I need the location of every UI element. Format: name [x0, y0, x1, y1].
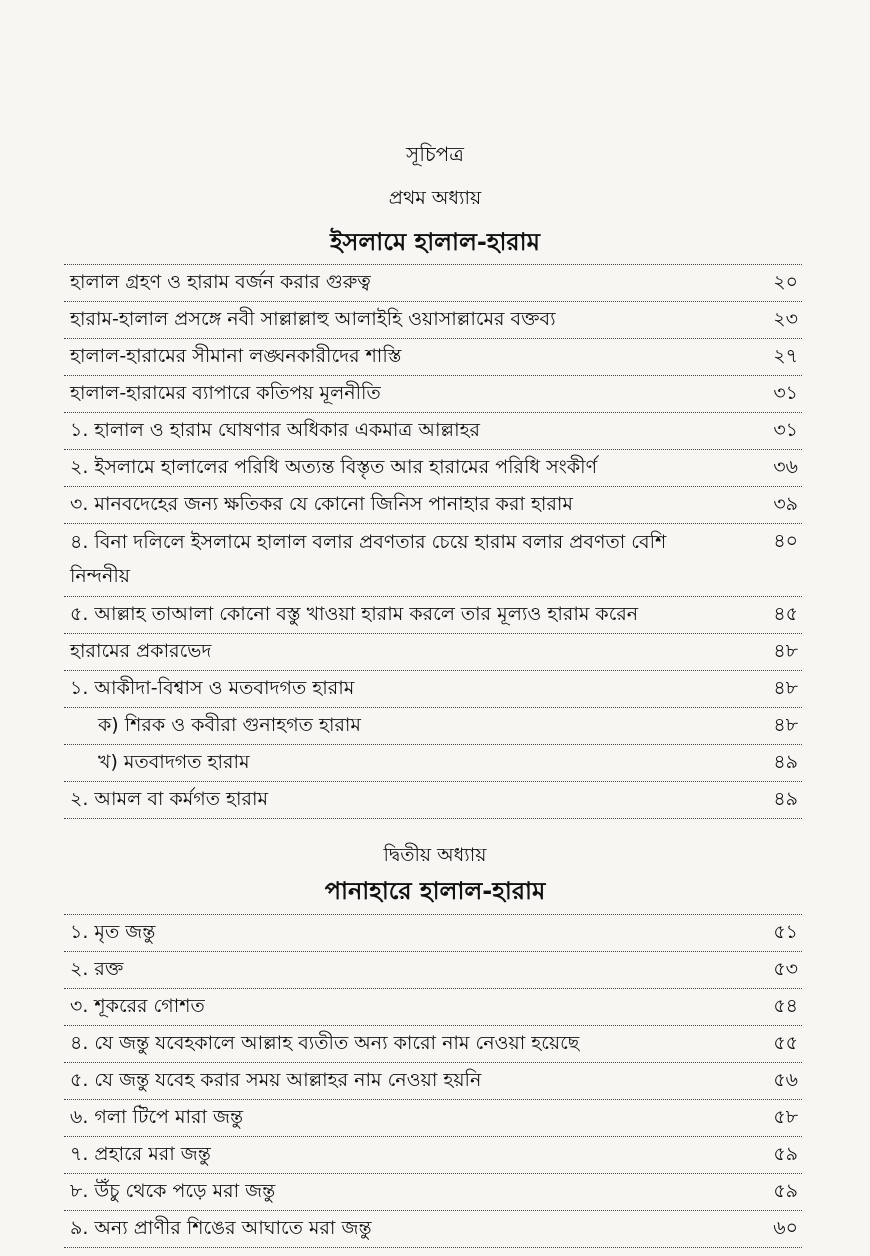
toc-entry-page: ৪৮ — [773, 714, 798, 736]
toc-entry-page: ২৩ — [773, 308, 798, 330]
toc-entry-page: ৬০ — [773, 1217, 798, 1239]
toc-entry-page: ৩১ — [773, 382, 798, 404]
chapter-1-label: প্রথম অধ্যায় — [388, 187, 482, 209]
toc-entry-text: ৩. শূকরের গোশত — [70, 995, 205, 1017]
toc-entry-page: ৫৪ — [773, 995, 798, 1017]
toc-entry-text: ৪. বিনা দলিলে ইসলামে হালাল বলার প্রবণতার চেয়ে হারাম বলার প্রবণতা বেশি নিন্দনীয় — [70, 531, 667, 587]
toc-entry-text: ক) শিরক ও কবীরা গুনাহগত হারাম — [98, 714, 361, 736]
toc-row — [64, 1210, 802, 1248]
toc-title: সূচিপত্র — [406, 142, 464, 166]
toc-row — [64, 1136, 802, 1173]
toc-entry-page: ৩৬ — [773, 456, 798, 478]
toc-entry-text: ৬. গলা টিপে মারা জন্তু — [70, 1106, 244, 1128]
toc-row — [64, 914, 802, 951]
toc-entry-page: ৪০ — [773, 530, 798, 552]
chapter-1-title: ইসলামে হালাল-হারাম — [330, 228, 540, 256]
toc-row — [64, 264, 802, 301]
toc-entry-text: ৪. যে জন্তু যবেহকালে আল্লাহ ব্যতীত অন্য কারো নাম নেওয়া হয়েছে — [70, 1032, 580, 1054]
toc-entry-page: ৪৫ — [773, 603, 798, 625]
toc-row — [64, 707, 802, 744]
toc-row — [64, 412, 802, 449]
toc-entry-page: ২৭ — [773, 345, 798, 367]
toc-entry-page: ৫৬ — [773, 1069, 798, 1091]
toc-entry-page: ৩৯ — [773, 493, 798, 515]
toc-row — [64, 951, 802, 988]
toc-entry-text: ৫. আল্লাহ তাআলা কোনো বস্তু খাওয়া হারাম করলে তার মূল্যও হারাম করেন — [70, 603, 639, 625]
toc-entry-text: ১. আকীদা-বিশ্বাস ও মতবাদগত হারাম — [70, 677, 355, 699]
toc-entry-text: ৭. প্রহারে মরা জন্তু — [70, 1143, 211, 1165]
toc-entry-text: খ) মতবাদগত হারাম — [98, 751, 250, 773]
toc-row — [64, 449, 802, 486]
toc-row — [64, 523, 802, 596]
toc-entry-page: ৫৯ — [773, 1143, 798, 1165]
toc-entry-page: ৩১ — [773, 419, 798, 441]
toc-entry-page: ৫৫ — [773, 1032, 798, 1054]
toc-entry-text: ৯. অন্য প্রাণীর শিঙের আঘাতে মরা জন্তু — [70, 1217, 372, 1239]
toc-entry-text: ৮. উঁচু থেকে পড়ে মরা জন্তু — [70, 1180, 276, 1202]
toc-row — [64, 1099, 802, 1136]
toc-row — [64, 1025, 802, 1062]
toc-entry-page: ৫৯ — [773, 1180, 798, 1202]
toc-entry-text: ২. আমল বা কর্মগত হারাম — [70, 788, 269, 810]
toc-entry-text: হালাল গ্রহণ ও হারাম বর্জন করার গুরুত্ব — [70, 271, 371, 293]
toc-entry-text: হালাল-হারামের ব্যাপারে কতিপয় মূলনীতি — [70, 382, 381, 404]
toc-row — [64, 338, 802, 375]
toc-entry-page: ৫৮ — [773, 1106, 798, 1128]
toc-entry-text: ৩. মানবদেহের জন্য ক্ষতিকর যে কোনো জিনিস পানাহার করা হারাম — [70, 493, 573, 515]
toc-entry-text: ৫. যে জন্তু যবেহ করার সময় আল্লাহর নাম নেওয়া হয়নি — [70, 1069, 482, 1091]
toc-row — [64, 670, 802, 707]
toc-row — [64, 596, 802, 633]
chapter-2-label: দ্বিতীয় অধ্যায় — [383, 844, 487, 866]
toc-entry-text: হারাম-হালাল প্রসঙ্গে নবী সাল্লাল্লাহু আলাইহি ওয়াসাল্লামের বক্তব্য — [70, 308, 556, 330]
chapter-1-toc-table — [64, 264, 802, 819]
toc-entry-text: হালাল-হারামের সীমানা লঙ্ঘনকারীদের শাস্তি — [70, 345, 402, 367]
toc-row — [64, 633, 802, 670]
chapter-2-title: পানাহারে হালাল-হারাম — [324, 877, 546, 905]
toc-entry-text: ২. রক্ত — [70, 958, 124, 980]
toc-entry-text: হারামের প্রকারভেদ — [70, 640, 212, 662]
toc-entry-page: ৪৯ — [773, 751, 798, 773]
toc-row — [64, 781, 802, 819]
toc-row — [64, 486, 802, 523]
toc-row — [64, 375, 802, 412]
chapter-2-toc-table — [64, 914, 802, 1248]
toc-row — [64, 1062, 802, 1099]
toc-entry-page: ৫৩ — [773, 958, 798, 980]
toc-entry-page: ৪৮ — [773, 640, 798, 662]
toc-row — [64, 988, 802, 1025]
toc-row — [64, 301, 802, 338]
toc-row — [64, 1173, 802, 1210]
toc-entry-text: ১. মৃত জন্তু — [70, 921, 156, 943]
toc-entry-page: ৫১ — [773, 921, 798, 943]
toc-entry-text: ১. হালাল ও হারাম ঘোষণার অধিকার একমাত্র আল্লাহর — [70, 419, 481, 441]
toc-entry-page: ৪৮ — [773, 677, 798, 699]
toc-entry-page: ২০ — [773, 271, 798, 293]
toc-entry-page: ৪৯ — [773, 788, 798, 810]
toc-row — [64, 744, 802, 781]
toc-entry-text: ২. ইসলামে হালালের পরিধি অত্যন্ত বিস্তৃত আর হারামের পরিধি সংকীর্ণ — [70, 456, 598, 478]
